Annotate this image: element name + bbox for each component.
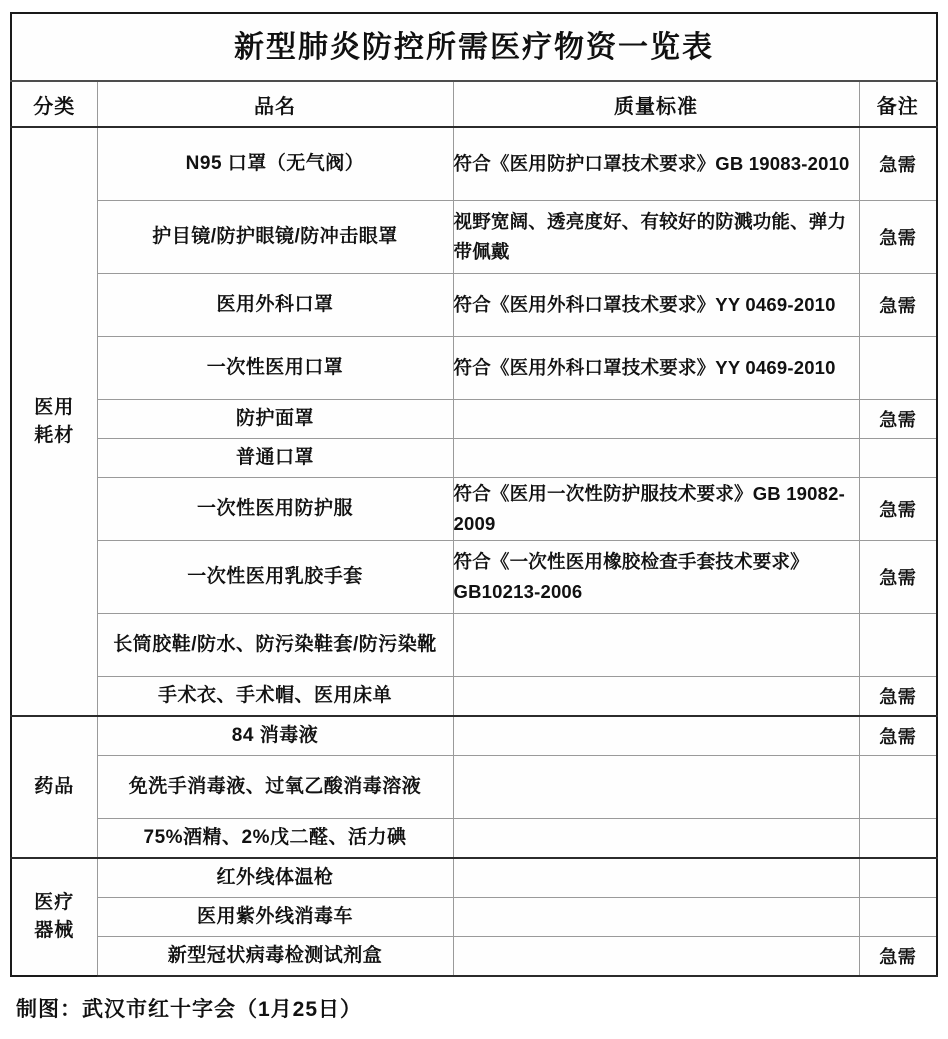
category-label-line: 医疗 [34, 892, 75, 914]
table-row [11, 819, 937, 859]
table-row [11, 756, 937, 819]
item-standard: 符合《医用防护口罩技术要求》GB 19083-2010 [453, 127, 859, 201]
item-name: 医用紫外线消毒车 [97, 898, 453, 937]
item-standard [453, 756, 859, 819]
table-row [11, 201, 937, 274]
item-standard: 符合《医用外科口罩技术要求》YY 0469-2010 [453, 274, 859, 337]
column-header-category: 分类 [11, 81, 97, 127]
item-standard [453, 858, 859, 898]
item-name: 新型冠状病毒检测试剂盒 [97, 937, 453, 977]
table-row [11, 478, 937, 541]
item-standard: 符合《医用一次性防护服技术要求》GB 19082-2009 [453, 478, 859, 541]
item-name: 84 消毒液 [97, 716, 453, 756]
item-name: 红外线体温枪 [97, 858, 453, 898]
table-row [11, 541, 937, 614]
title-row [11, 13, 937, 81]
item-note: 急需 [859, 677, 937, 717]
item-note [859, 337, 937, 400]
item-standard [453, 898, 859, 937]
column-header-standard: 质量标准 [453, 81, 859, 127]
item-name: 防护面罩 [97, 400, 453, 439]
table-row [11, 898, 937, 937]
item-note: 急需 [859, 937, 937, 977]
category-label-line: 医用 [34, 396, 75, 418]
item-note: 急需 [859, 478, 937, 541]
page-title-cell [11, 13, 937, 81]
item-name: 医用外科口罩 [97, 274, 453, 337]
item-standard [453, 819, 859, 859]
column-header-note: 备注 [859, 81, 937, 127]
item-note: 急需 [859, 541, 937, 614]
item-note: 急需 [859, 201, 937, 274]
item-name: 一次性医用乳胶手套 [97, 541, 453, 614]
item-name: 一次性医用防护服 [97, 478, 453, 541]
item-standard [453, 439, 859, 478]
table-row [11, 439, 937, 478]
table-row [11, 400, 937, 439]
item-note: 急需 [859, 400, 937, 439]
item-note [859, 614, 937, 677]
category-label-line: 耗材 [34, 424, 75, 446]
item-standard: 符合《一次性医用橡胶检查手套技术要求》GB10213-2006 [453, 541, 859, 614]
credit-footer: 制图：武汉市红十字会（1月25日） [16, 998, 363, 1021]
item-standard: 视野宽阔、透亮度好、有较好的防溅功能、弹力带佩戴 [453, 201, 859, 274]
item-note: 急需 [859, 274, 937, 337]
item-name: 护目镜/防护眼镜/防冲击眼罩 [97, 201, 453, 274]
item-name: 长筒胶鞋/防水、防污染鞋套/防污染靴 [97, 614, 453, 677]
item-note [859, 439, 937, 478]
table-header-row [11, 81, 937, 127]
medical-supply-table [10, 12, 938, 977]
category-cell-medical-consumables [11, 127, 97, 716]
item-note [859, 858, 937, 898]
table-row [11, 614, 937, 677]
table-row [11, 274, 937, 337]
item-name: 75%酒精、2%戊二醛、活力碘 [97, 819, 453, 859]
table-body [11, 13, 937, 976]
item-note [859, 898, 937, 937]
item-name: 手术衣、手术帽、医用床单 [97, 677, 453, 717]
item-standard: 符合《医用外科口罩技术要求》YY 0469-2010 [453, 337, 859, 400]
category-label-line: 药品 [34, 776, 75, 798]
item-name: 一次性医用口罩 [97, 337, 453, 400]
item-note [859, 756, 937, 819]
category-cell-medicine [11, 716, 97, 858]
item-standard [453, 677, 859, 717]
item-standard [453, 614, 859, 677]
table-row [11, 127, 937, 201]
table-row [11, 937, 937, 977]
item-note: 急需 [859, 716, 937, 756]
item-name: 普通口罩 [97, 439, 453, 478]
item-note: 急需 [859, 127, 937, 201]
item-name: N95 口罩（无气阀） [97, 127, 453, 201]
table-row [11, 716, 937, 756]
category-label-line: 器械 [34, 920, 75, 941]
item-standard [453, 400, 859, 439]
item-standard [453, 937, 859, 977]
item-standard [453, 716, 859, 756]
table-row [11, 858, 937, 898]
table-row [11, 337, 937, 400]
table-row [11, 677, 937, 717]
category-cell-medical-devices [11, 858, 97, 976]
column-header-name: 品名 [97, 81, 453, 127]
page-title: 新型肺炎防控所需医疗物资一览表 [234, 29, 714, 65]
item-name: 免洗手消毒液、过氧乙酸消毒溶液 [97, 756, 453, 819]
item-note [859, 819, 937, 859]
